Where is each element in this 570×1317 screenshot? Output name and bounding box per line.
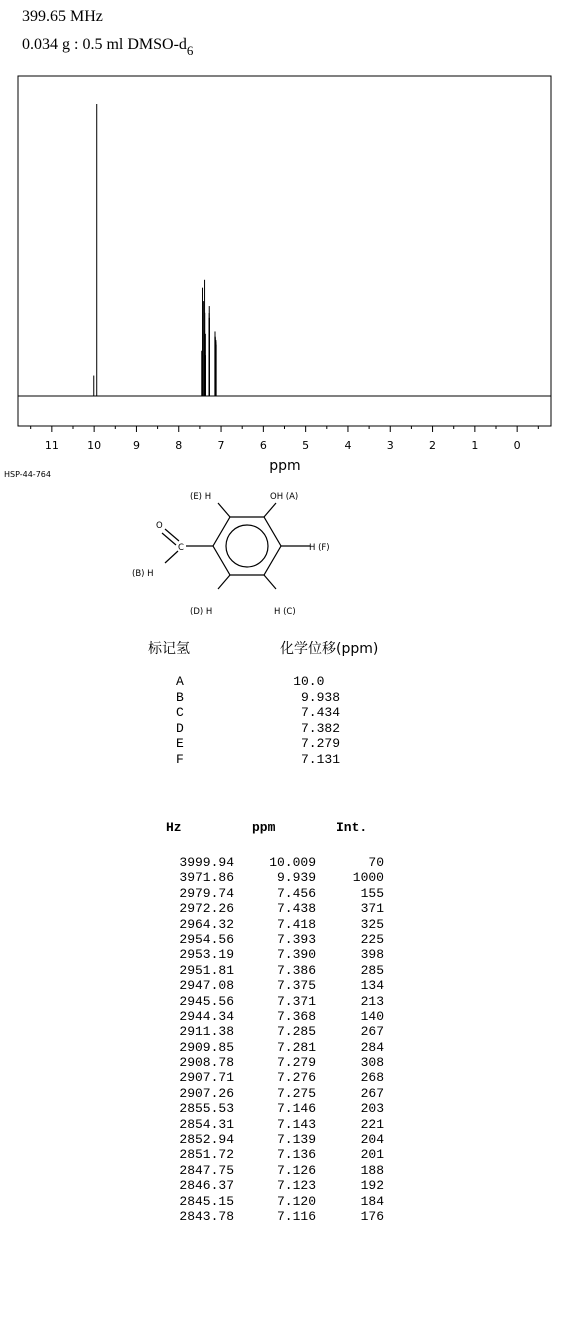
assignment-header-label: 标记氢	[148, 641, 190, 657]
peak-ppm: 7.143	[276, 1116, 316, 1132]
assignment-shift: 7.382	[300, 720, 340, 736]
peak-hz: 2944.34	[179, 1008, 234, 1024]
peak-ppm: 7.285	[276, 1024, 316, 1040]
sample-subscript: 6	[186, 43, 194, 58]
peak-ppm: 7.456	[276, 885, 316, 901]
peak-ppm: 7.126	[276, 1162, 316, 1178]
peak-hz: 2951.81	[179, 962, 234, 978]
peak-ppm: 7.371	[276, 993, 316, 1009]
label-o: O	[156, 521, 163, 531]
peak-int: 204	[360, 1132, 384, 1148]
assignment-label: C	[176, 705, 184, 720]
peak-int: 155	[360, 885, 384, 901]
peak-hz: 2855.53	[179, 1101, 234, 1117]
peak-int: 371	[360, 901, 384, 917]
assignment-shift: 7.131	[300, 751, 340, 767]
peak-int: 140	[360, 1008, 384, 1024]
assignment-shift: 7.279	[300, 736, 340, 751]
x-tick-label: 10	[87, 439, 102, 452]
peak-header-hz: Hz	[166, 820, 182, 835]
peak-int: 184	[360, 1193, 384, 1209]
assignment-shift: 9.938	[300, 689, 340, 705]
peak-int: 201	[360, 1147, 384, 1163]
peak-ppm: 7.116	[276, 1208, 316, 1224]
x-axis-label: ppm	[269, 458, 301, 474]
assignment-label: F	[176, 751, 184, 767]
peak-int: 203	[360, 1101, 384, 1117]
sample-text: 0.034 g : 0.5 ml DMSO-d	[22, 36, 187, 53]
peak-int: 225	[360, 931, 384, 947]
peak-int: 267	[360, 1085, 384, 1101]
peak-hz: 2964.32	[179, 916, 234, 932]
bond-ring-hc	[264, 575, 276, 589]
x-tick-label: 8	[175, 439, 183, 452]
peak-hz: 2843.78	[179, 1208, 234, 1224]
peak-hz: 2953.19	[179, 947, 234, 963]
label-oh-a: OH (A)	[270, 492, 299, 502]
peak-hz: 2909.85	[179, 1039, 234, 1055]
x-tick-label: 1	[471, 439, 479, 452]
peak-hz: 3999.94	[179, 855, 234, 870]
bond-ring-oh	[264, 503, 276, 517]
label-he: (E) H	[190, 492, 212, 502]
peak-ppm: 9.939	[276, 870, 316, 886]
x-tick-label: 4	[344, 439, 352, 452]
assignment-label: B	[176, 689, 184, 705]
peak-int: 267	[360, 1024, 384, 1040]
label-hc: H (C)	[274, 607, 296, 617]
peak-ppm: 7.120	[276, 1193, 316, 1209]
spectrometer-frequency: 399.65 MHz	[22, 8, 103, 25]
peak-int: 268	[360, 1070, 384, 1086]
peak-int: 325	[360, 916, 384, 932]
peak-int: 188	[360, 1162, 384, 1178]
bond-ring-hd	[218, 575, 230, 589]
peak-ppm: 7.390	[276, 947, 316, 963]
peak-int: 213	[360, 993, 384, 1009]
x-tick-label: 9	[132, 439, 140, 452]
peak-hz: 2954.56	[179, 931, 234, 947]
peak-ppm: 7.275	[276, 1085, 316, 1101]
peak-hz: 2945.56	[179, 993, 234, 1009]
peak-ppm: 7.276	[276, 1070, 316, 1086]
peak-hz: 2846.37	[179, 1178, 234, 1194]
x-tick-label: 11	[44, 439, 59, 452]
assignment-shift: 7.434	[300, 705, 340, 720]
assignment-header-shift: 化学位移(ppm)	[280, 641, 379, 657]
label-hf: H (F)	[309, 543, 330, 553]
peak-int: 176	[360, 1208, 384, 1224]
peak-ppm: 7.418	[276, 916, 316, 932]
peak-header-ppm: ppm	[252, 820, 276, 835]
peak-hz: 2851.72	[179, 1147, 234, 1163]
molecule-structure	[0, 0, 570, 630]
peak-int: 70	[368, 855, 384, 870]
peak-hz: 3971.86	[179, 870, 234, 886]
bond-c-hb	[165, 551, 178, 563]
peak-int: 134	[360, 978, 384, 994]
assignment-shift: 10.0	[293, 674, 340, 689]
spectrum-code: HSP-44-764	[4, 470, 51, 479]
peak-hz: 2907.26	[179, 1085, 234, 1101]
x-tick-label: 3	[386, 439, 394, 452]
peak-hz: 2911.38	[179, 1024, 234, 1040]
peak-ppm: 7.375	[276, 978, 316, 994]
x-tick-label: 6	[259, 439, 267, 452]
peak-int: 192	[360, 1178, 384, 1194]
assignment-label: D	[176, 720, 184, 736]
bond-co-double-2	[162, 533, 176, 545]
peak-ppm: 7.279	[276, 1055, 316, 1071]
peak-hz: 2907.71	[179, 1070, 234, 1086]
peak-int: 285	[360, 962, 384, 978]
peak-hz: 2947.08	[179, 978, 234, 994]
peak-ppm: 7.393	[276, 931, 316, 947]
peak-hz: 2854.31	[179, 1116, 234, 1132]
peak-hz: 2972.26	[179, 901, 234, 917]
assignment-label: E	[176, 736, 184, 751]
label-hd: (D) H	[190, 607, 213, 617]
peak-hz: 2979.74	[179, 885, 234, 901]
label-c: C	[178, 543, 184, 553]
x-tick-label: 5	[302, 439, 310, 452]
peak-ppm: 7.368	[276, 1008, 316, 1024]
bond-ring-he	[218, 503, 230, 517]
benzene-ring	[213, 517, 281, 575]
peak-ppm: 7.136	[276, 1147, 316, 1163]
peak-ppm: 7.146	[276, 1101, 316, 1117]
peak-ppm: 7.123	[276, 1178, 316, 1194]
assignment-label: A	[176, 674, 184, 689]
x-tick-label: 7	[217, 439, 225, 452]
label-hb: (B) H	[132, 569, 154, 579]
x-tick-label: 0	[513, 439, 521, 452]
peak-int: 221	[360, 1116, 384, 1132]
peak-hz: 2852.94	[179, 1132, 234, 1148]
peak-ppm: 7.438	[276, 901, 316, 917]
peak-int: 1000	[352, 870, 384, 886]
peak-hz: 2845.15	[179, 1193, 234, 1209]
bond-co-double-1	[165, 529, 179, 541]
peak-hz: 2847.75	[179, 1162, 234, 1178]
x-tick-label: 2	[429, 439, 437, 452]
peak-int: 308	[360, 1055, 384, 1071]
peak-ppm: 7.281	[276, 1039, 316, 1055]
aromatic-circle	[226, 525, 268, 567]
peak-int: 398	[360, 947, 384, 963]
peak-ppm: 10.009	[269, 855, 316, 870]
peak-header-int: Int.	[336, 820, 368, 835]
peak-ppm: 7.386	[276, 962, 316, 978]
peak-hz: 2908.78	[179, 1055, 234, 1071]
peak-ppm: 7.139	[276, 1132, 316, 1148]
peak-int: 284	[360, 1039, 384, 1055]
